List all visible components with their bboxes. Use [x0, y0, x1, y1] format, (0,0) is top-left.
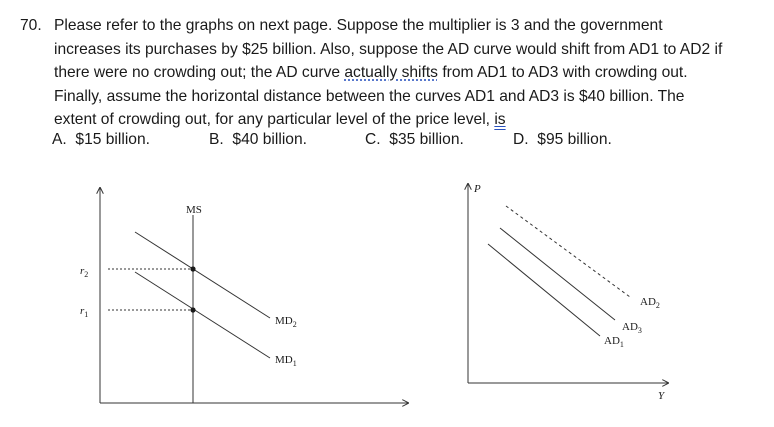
option-text: $15 billion.: [75, 131, 150, 148]
question-line-2: increases its purchases by $25 billion. Also, suppose the AD curve would shift from AD1 to AD2 if: [54, 40, 723, 58]
option-text: $95 billion.: [537, 131, 612, 148]
option-letter: A.: [52, 131, 67, 148]
option-letter: C.: [365, 131, 381, 148]
md1-label: $MD_1$: [275, 354, 297, 368]
equilibrium-point-1: [190, 307, 195, 312]
y-axis-label: Y: [658, 390, 665, 402]
question-line-1: Please refer to the graphs on next page. Suppose the multiplier is 3 and the government: [54, 17, 663, 34]
md2-label: $MD_2$: [275, 315, 297, 329]
ad2-curve: [506, 206, 630, 297]
question-line-3-start: there were no crowding out; the AD curve: [54, 64, 345, 81]
grammar-flagged-word: is: [494, 111, 506, 128]
option-text: $40 billion.: [232, 131, 307, 148]
ms-label: MS: [186, 204, 202, 216]
money-market-graph: [80, 188, 408, 403]
option-text: $35 billion.: [389, 131, 464, 148]
md1-curve: [135, 272, 270, 358]
equilibrium-point-2: [190, 266, 195, 271]
question-line-3-end: from AD1 to AD3 with crowding out.: [437, 64, 688, 81]
ad1-label: $AD_1$: [604, 335, 624, 349]
ad3-curve: [500, 228, 615, 320]
option-letter: B.: [209, 131, 224, 148]
ad3-label: $AD_3$: [622, 321, 642, 335]
option-letter: D.: [513, 131, 529, 148]
p-axis-label: P: [474, 183, 481, 195]
grammar-flagged-phrase: actually shifts: [344, 64, 438, 81]
question-line-5-start: extent of crowding out, for any particular level of the price level,: [54, 111, 495, 128]
md2-curve: [135, 232, 270, 318]
aggregate-demand-graph: [468, 183, 668, 402]
r1-label: $r_1$: [80, 305, 89, 319]
question-number: 70.: [20, 17, 42, 34]
question-line-4: Finally, assume the horizontal distance between the curves AD1 and AD3 is $40 billion. The: [54, 87, 685, 105]
r2-label: $r_2$: [80, 265, 89, 279]
ad1-curve: [488, 244, 600, 336]
ad2-label: $AD_2$: [640, 296, 660, 310]
